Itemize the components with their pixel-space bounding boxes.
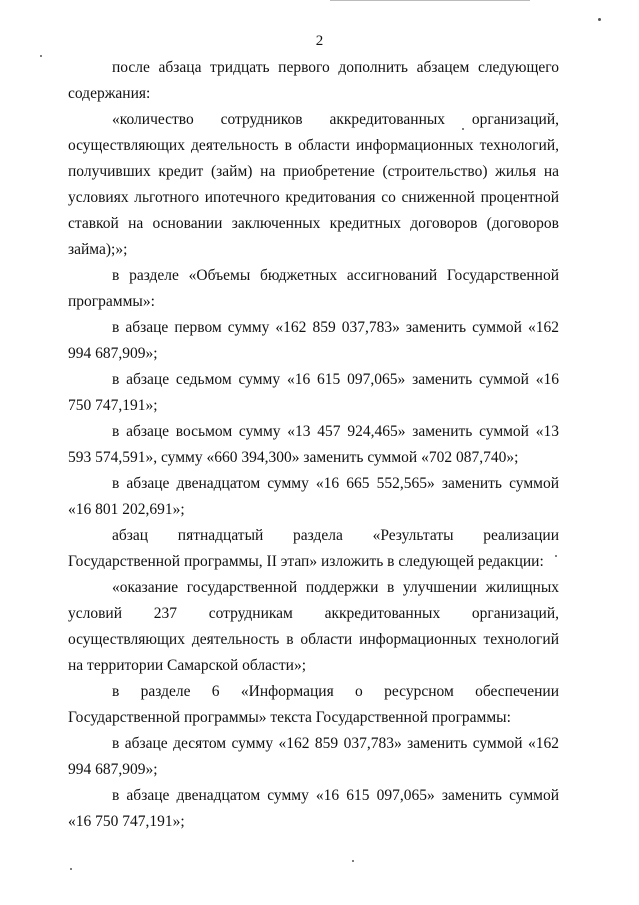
paragraph: в абзаце восьмом сумму «13 457 924,465» заменить суммой «13 593 574,591», сумму «660 394,300» заменить суммой «702 087,740»;: [68, 423, 559, 466]
paragraph: «количество сотрудников аккредитованных организаций, осуществляющих деятельность в области информационных технологий, получивших кредит (займ) на приобретение (строительство) жилья на условиях льготного ипотечного кредитования со сниженной процентной ставкой на основании заключенных кредитных договоров (договоров займа);»;: [68, 111, 559, 258]
scan-speck: [598, 18, 601, 21]
scan-edge-line: [330, 0, 530, 1]
paragraph: «оказание государственной поддержки в улучшении жилищных условий 237 сотрудникам аккредитованных организаций, осуществляющих деятельность в области информационных технологий на территории Самарской области»;: [68, 579, 559, 674]
paragraph: абзац пятнадцатый раздела «Результаты реализации Государственной программы, II этап» изложить в следующей редакции:: [68, 527, 559, 570]
paragraph: в абзаце двенадцатом сумму «16 615 097,065» заменить суммой «16 750 747,191»;: [68, 787, 559, 830]
scan-speck: [70, 868, 72, 870]
paragraph: в абзаце седьмом сумму «16 615 097,065» заменить суммой «16 750 747,191»;: [68, 371, 559, 414]
scan-speck: [352, 860, 354, 862]
paragraph: в разделе «Объемы бюджетных ассигнований Государственной программы»:: [68, 267, 559, 310]
paragraph: в разделе 6 «Информация о ресурсном обеспечении Государственной программы» текста Государственной программы:: [68, 683, 559, 726]
paragraph: после абзаца тридцать первого дополнить абзацем следующего содержания:: [68, 59, 559, 102]
scan-speck: [462, 128, 464, 130]
document-body: [68, 55, 559, 835]
paragraph: в абзаце первом сумму «162 859 037,783» заменить суммой «162 994 687,909»;: [68, 319, 559, 362]
scan-speck: [40, 55, 42, 57]
page-number: 2: [315, 33, 324, 49]
paragraph: в абзаце двенадцатом сумму «16 665 552,565» заменить суммой «16 801 202,691»;: [68, 475, 559, 518]
scan-speck: [555, 555, 557, 557]
paragraph: в абзаце десятом сумму «162 859 037,783» заменить суммой «162 994 687,909»;: [68, 735, 559, 778]
